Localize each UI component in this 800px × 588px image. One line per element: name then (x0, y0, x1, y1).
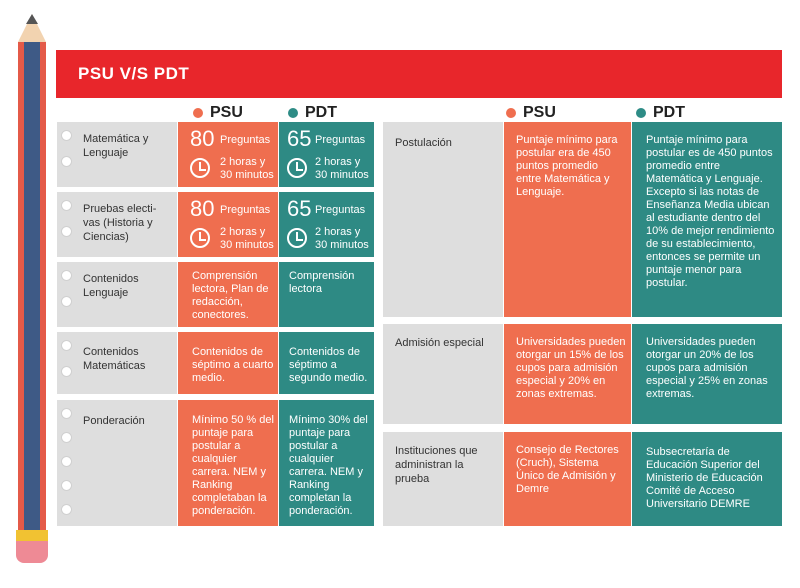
question-count: 65 (287, 196, 312, 221)
pdt-cell (279, 122, 374, 187)
clock-icon (190, 228, 210, 248)
binder-hole (61, 296, 72, 307)
duration: 2 horas y 30 minutos (315, 156, 369, 181)
pdt-cell (279, 192, 374, 257)
pdt-cell (632, 324, 782, 424)
psu-cell (178, 192, 278, 257)
pdt-cell (279, 332, 374, 394)
psu-text: Comprensión lectora, Plan de redacción, conectores. (192, 270, 269, 321)
row-label-cell (57, 192, 177, 257)
duration: 2 horas y 30 minutos (220, 226, 274, 251)
binder-hole (61, 366, 72, 377)
row-label: Ponderación (83, 415, 145, 427)
orange-dot-icon (506, 108, 516, 118)
psu-text: Consejo de Rectores (Cruch), Sistema Único de Admisión y Demre (516, 444, 619, 495)
pdt-text: Contenidos de séptimo a segundo medio. (289, 346, 368, 384)
pdt-cell (279, 262, 374, 327)
pdt-cell (279, 400, 374, 526)
pdt-label: PDT (653, 104, 685, 121)
pdt-label: PDT (305, 104, 337, 121)
row-label-cell (383, 122, 503, 317)
duration: 2 horas y 30 minutos (220, 156, 274, 181)
questions-label: Preguntas (220, 204, 271, 216)
binder-hole (61, 270, 72, 281)
row-label: Matemática y Lenguaje (83, 133, 149, 159)
pdt-text: Subsecretaría de Educación Superior del Ministerio de Educación Comité de Acceso Universitario DEMRE (646, 446, 763, 510)
row-label: Admisión especial (395, 337, 484, 349)
psu-cell (178, 400, 278, 526)
binder-hole (61, 504, 72, 515)
questions-label: Preguntas (220, 134, 271, 146)
pdt-cell (632, 122, 782, 317)
duration: 2 horas y 30 minutos (315, 226, 369, 251)
row-label-cell (57, 400, 177, 526)
psu-header-left (193, 104, 243, 122)
binder-hole (61, 130, 72, 141)
psu-text: Mínimo 50 % del puntaje para postular a cualquier carrera. NEM y Ranking completaban la ponderación. (192, 414, 274, 517)
pdt-text: Universidades pueden otorgar un 20% de los cupos para admisión especial y 25% en zonas extremas. (646, 336, 768, 400)
psu-cell (178, 122, 278, 187)
psu-text: Puntaje mínimo para postular era de 450 puntos promedio entre Matemática y Lenguaje. (516, 134, 618, 198)
psu-cell (504, 122, 631, 317)
binder-hole (61, 340, 72, 351)
row-label-cell (57, 332, 177, 394)
pdt-text: Comprensión lectora (289, 270, 355, 295)
questions-label: Preguntas (315, 134, 366, 146)
header-bar (56, 50, 782, 98)
binder-hole (61, 200, 72, 211)
binder-hole (61, 408, 72, 419)
questions-label: Preguntas (315, 204, 366, 216)
binder-hole (61, 156, 72, 167)
psu-header-right (506, 104, 556, 122)
binder-hole (61, 432, 72, 443)
row-label-cell (383, 432, 503, 526)
clock-icon (287, 158, 307, 178)
orange-dot-icon (193, 108, 203, 118)
pdt-text: Mínimo 30% del puntaje para postular a cualquier carrera. NEM y Ranking completan la ponderación. (289, 414, 368, 517)
teal-dot-icon (636, 108, 646, 118)
psu-text: Universidades pueden otorgar un 15% de los cupos para admisión especial y 20% en zonas extremas. (516, 336, 626, 400)
binder-hole (61, 480, 72, 491)
binder-hole (61, 226, 72, 237)
psu-label: PSU (523, 104, 556, 121)
row-label-cell (57, 262, 177, 327)
pdt-cell (632, 432, 782, 526)
page-title: PSU V/S PDT (78, 64, 190, 83)
psu-cell (504, 324, 631, 424)
teal-dot-icon (288, 108, 298, 118)
binder-hole (61, 456, 72, 467)
clock-icon (287, 228, 307, 248)
row-label: Instituciones que administran la prueba (395, 445, 478, 485)
psu-label: PSU (210, 104, 243, 121)
question-count: 80 (190, 196, 215, 221)
pdt-header-right (636, 104, 685, 122)
question-count: 65 (287, 126, 312, 151)
row-label: Contenidos Lenguaje (83, 273, 139, 299)
clock-icon (190, 158, 210, 178)
row-label-cell (57, 122, 177, 187)
row-label: Pruebas electi- vas (Historia y Ciencias) (83, 203, 157, 243)
pencil-eraser (16, 541, 48, 563)
row-label: Postulación (395, 137, 452, 149)
row-label: Contenidos Matemáticas (83, 346, 146, 372)
question-count: 80 (190, 126, 215, 151)
pencil-stripe (24, 42, 40, 532)
pencil-lead (26, 14, 38, 24)
pdt-text: Puntaje mínimo para postular es de 450 puntos promedio entre Matemática y Lenguaje. Excepto si las notas de Enseñanza Media ubican al estudiante dentro del 10% de mejor rendimiento de su establecimiento, entonces se permite un puntaje menor para postular. (646, 134, 775, 289)
psu-cell (178, 262, 278, 327)
psu-cell (178, 332, 278, 394)
row-label-cell (383, 324, 503, 424)
psu-text: Contenidos de séptimo a cuarto medio. (192, 346, 274, 384)
pdt-header-left (288, 104, 337, 122)
psu-cell (504, 432, 631, 526)
